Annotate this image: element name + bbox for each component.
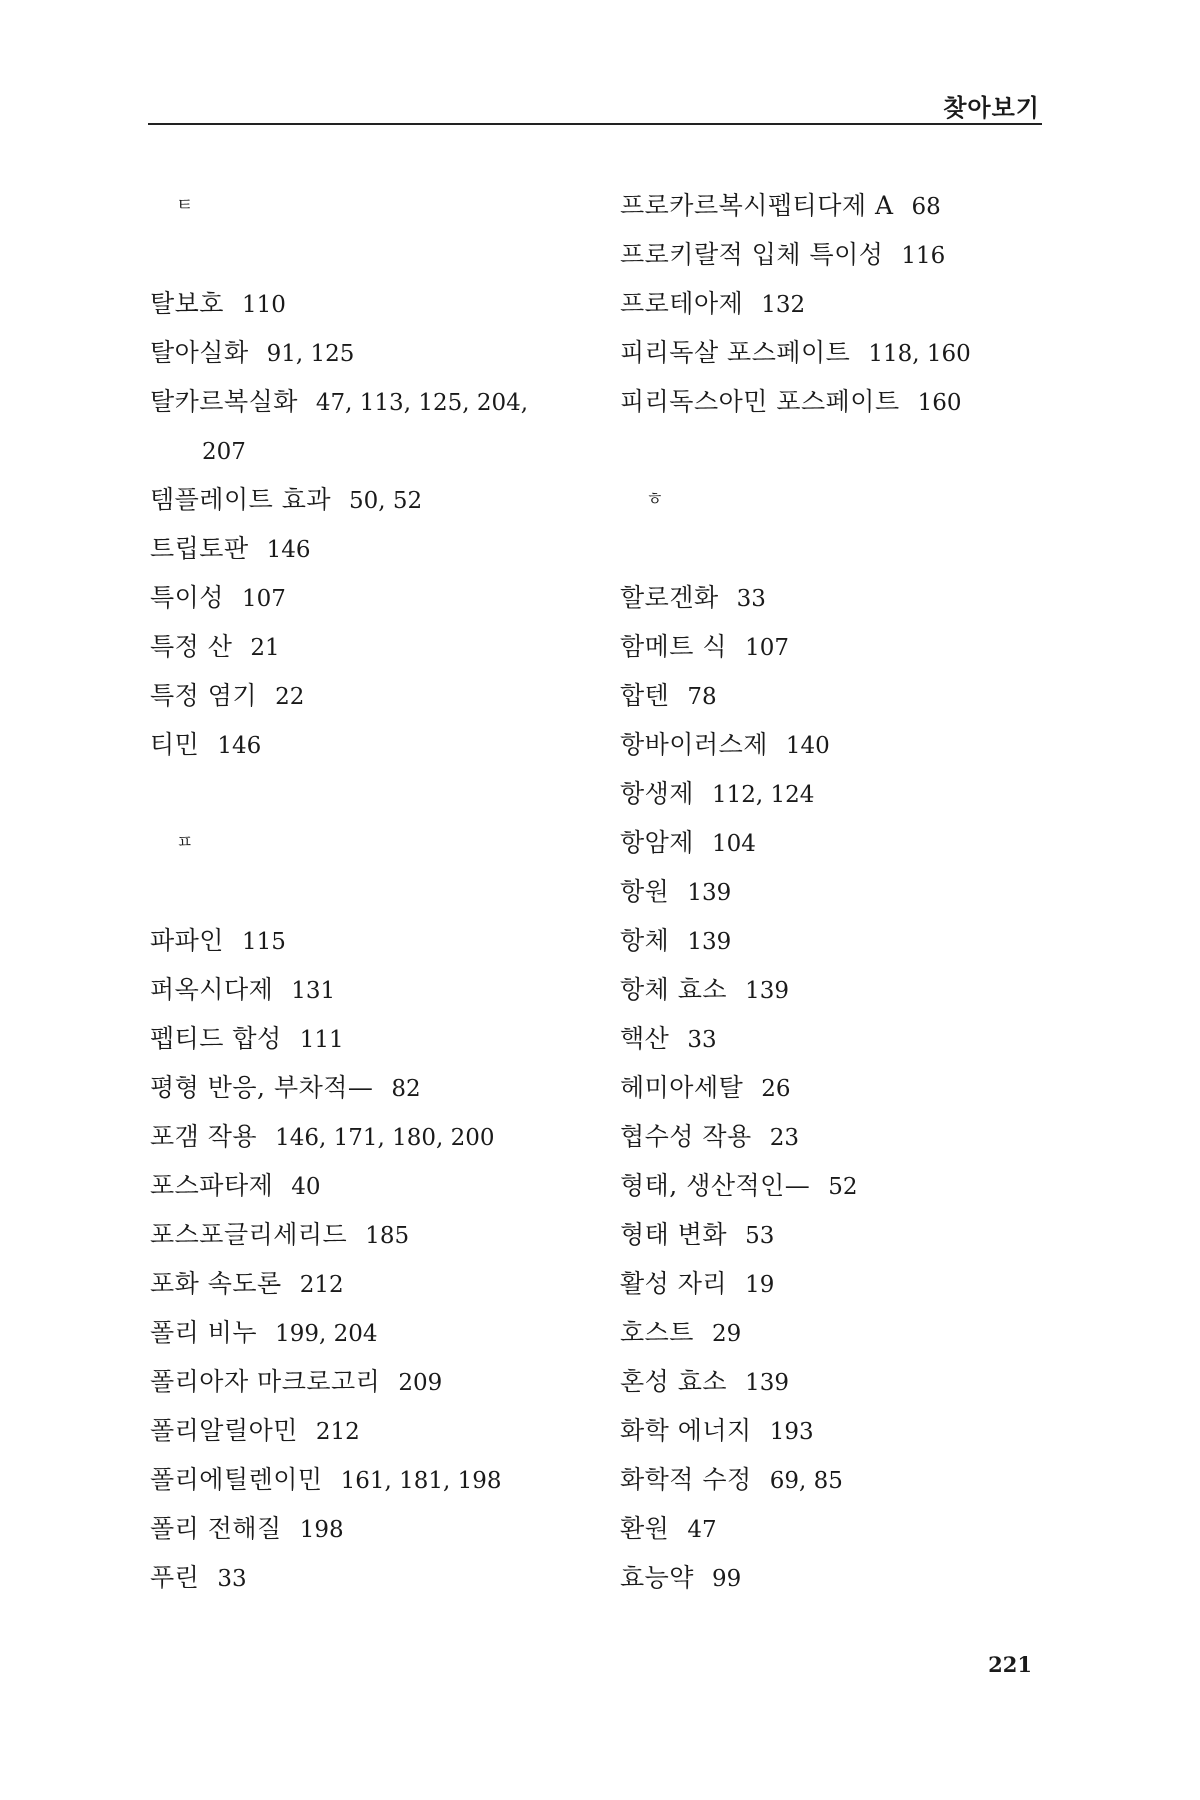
index-entry [150,622,570,671]
index-entry-pages: 107 [745,635,789,661]
index-entry [150,1161,570,1210]
index-entry-pages: 53 [745,1223,775,1249]
index-entry-pages: 23 [769,1125,799,1151]
index-entry [150,720,570,769]
index-entry [620,328,1040,377]
index-entry [150,1308,570,1357]
index-entry-term: 트립토판 [150,534,249,563]
index-entry-pages: 160 [917,390,962,416]
index-entry [620,622,1040,671]
index-entry [620,279,1040,328]
index-entry [620,1406,1040,1455]
index-entry-pages: 47, 113, 125, 204, [315,390,529,416]
index-entry-term: 포스파타제 [150,1171,274,1200]
index-entry [620,377,1040,426]
index-entry-pages: 78 [687,684,717,710]
index-entry-term: 항체 [620,926,670,955]
page-header-title: 찾아보기 [943,94,1040,122]
index-entry-pages: 131 [291,978,336,1004]
index-entry [620,1553,1040,1602]
index-entry-term: 프로테아제 [620,289,744,318]
index-entry-term: 폴리 전해질 [150,1514,282,1543]
index-entry-term: 항암제 [620,828,694,857]
index-entry-pages: 33 [736,586,766,612]
index-entry [150,279,570,328]
index-entry-term: 피리독살 포스페이트 [620,338,851,367]
index-entry-term: 특정 염기 [150,681,258,710]
header-rule [148,123,1042,125]
index-entry-pages: 116 [901,243,946,269]
index-entry-pages: 139 [745,978,789,1004]
index-entry-pages: 146, 171, 180, 200 [275,1125,495,1151]
index-entry-term: 항원 [620,877,670,906]
index-entry-term: 폴리 비누 [150,1318,258,1347]
index-entry-term: 퍼옥시다제 [150,975,274,1004]
index-entry [150,524,570,573]
index-entry-term: 화학적 수정 [620,1465,752,1494]
index-entry [150,965,570,1014]
index-entry-term: 평형 반응, 부차적— [150,1073,374,1102]
index-entry-term: 항생제 [620,779,694,808]
index-entry-pages: 140 [785,733,830,759]
index-entry [150,475,570,524]
index-entry-pages: 212 [315,1419,360,1445]
index-section-heading: ㅌ [176,195,194,216]
index-entry-term: 티민 [150,730,200,759]
index-entry-term: 호스트 [620,1318,694,1347]
index-column-right [620,181,1040,1602]
index-entry [150,1504,570,1553]
index-entry-pages: 47 [687,1517,717,1543]
index-entry [150,573,570,622]
index-entry-term: 폴리아자 마크로고리 [150,1367,381,1396]
index-entry-term: 파파인 [150,926,224,955]
index-entry-continuation [150,426,570,475]
index-entry [150,1406,570,1455]
index-entry-pages: 118, 160 [868,341,971,367]
index-entry-term: 합텐 [620,681,670,710]
index-entry [620,965,1040,1014]
index-entry-pages: 50, 52 [349,488,423,514]
index-entry-pages: 91, 125 [266,341,355,367]
index-entry-term: 함메트 식 [620,632,728,661]
index-entry-term: 할로겐화 [620,583,719,612]
index-entry [620,818,1040,867]
index-entry-pages: 69, 85 [769,1468,843,1494]
index-section-heading: ㅎ [646,489,664,510]
index-entry [150,328,570,377]
index-entry-pages: 33 [687,1027,717,1053]
index-entry-pages: 139 [687,929,732,955]
index-entry-pages: 193 [769,1419,814,1445]
index-entry-term: 피리독스아민 포스페이트 [620,387,900,416]
index-spacer [150,867,570,916]
index-entry-pages: 107 [241,586,286,612]
index-spacer [620,524,1040,573]
index-entry-term: 폴리알릴아민 [150,1416,298,1445]
index-entry-term: 핵산 [620,1024,670,1053]
index-entry-pages: 26 [761,1076,791,1102]
index-entry [620,1504,1040,1553]
index-entry-term: 탈카르복실화 [150,387,298,416]
index-entry [620,573,1040,622]
index-entry-pages: 212 [299,1272,344,1298]
index-spacer [620,426,1040,475]
index-entry-term: 탈아실화 [150,338,249,367]
index-entry [620,1455,1040,1504]
index-entry [150,377,570,426]
index-entry [150,1014,570,1063]
index-entry-term: 펩티드 합성 [150,1024,282,1053]
index-entry-pages: 22 [275,684,305,710]
index-entry-pages: 115 [241,929,286,955]
index-entry [620,867,1040,916]
index-entry [620,1308,1040,1357]
index-entry-term: 형태, 생산적인— [620,1171,811,1200]
index-entry [150,916,570,965]
index-entry-term: 화학 에너지 [620,1416,752,1445]
index-entry-pages: 207 [202,439,246,465]
index-entry-term: 프로키랄적 입체 특이성 [620,240,884,269]
index-entry-pages: 185 [365,1223,410,1249]
index-entry [620,230,1040,279]
index-entry [150,1210,570,1259]
index-entry-term: 폴리에틸렌이민 [150,1465,323,1494]
index-entry [620,1161,1040,1210]
index-entry [620,181,1040,230]
index-entry-term: 특정 산 [150,632,233,661]
index-entry [620,916,1040,965]
index-entry [620,1063,1040,1112]
index-entry [620,671,1040,720]
index-entry-pages: 139 [687,880,732,906]
page-number: 221 [988,1652,1032,1677]
index-entry-term: 포갬 작용 [150,1122,258,1151]
index-entry-term: 활성 자리 [620,1269,728,1298]
index-spacer [150,230,570,279]
index-entry-pages: 33 [217,1566,247,1592]
index-entry [150,1357,570,1406]
index-entry-pages: 19 [745,1272,775,1298]
index-entry-term: 혼성 효소 [620,1367,728,1396]
index-entry-pages: 199, 204 [275,1321,378,1347]
index-entry [150,1455,570,1504]
index-entry [150,1553,570,1602]
index-entry-pages: 29 [711,1321,742,1347]
index-entry-term: 항바이러스제 [620,730,768,759]
index-entry-pages: 146 [266,537,311,563]
index-entry-term: 효능약 [620,1563,694,1592]
index-entry-term: 협수성 작용 [620,1122,752,1151]
index-entry-term: 환원 [620,1514,670,1543]
index-entry [620,1357,1040,1406]
index-entry-pages: 68 [911,194,941,220]
index-entry-term: 탈보호 [150,289,224,318]
index-entry-pages: 111 [299,1027,344,1053]
index-section-heading: ㅍ [176,832,194,853]
index-entry [620,1259,1040,1308]
index-entry-pages: 139 [745,1370,789,1396]
index-entry [620,1210,1040,1259]
index-entry-pages: 209 [398,1370,443,1396]
index-entry-pages: 146 [217,733,262,759]
index-entry-term: 특이성 [150,583,224,612]
index-entry-pages: 112, 124 [711,782,815,808]
index-entry-term: 프로카르복시펩티다제 A [620,191,894,220]
index-entry-term: 푸린 [150,1563,200,1592]
index-entry [620,1014,1040,1063]
index-entry-pages: 198 [299,1517,344,1543]
index-entry [620,720,1040,769]
index-entry-pages: 21 [250,635,280,661]
index-entry-term: 항체 효소 [620,975,728,1004]
index-entry-term: 포스포글리세리드 [150,1220,348,1249]
index-entry-pages: 99 [711,1566,742,1592]
index-entry-term: 형태 변화 [620,1220,728,1249]
index-entry [620,1112,1040,1161]
index-entry [150,1063,570,1112]
index-entry-term: 템플레이트 효과 [150,485,331,514]
index-entry-term: 포화 속도론 [150,1269,282,1298]
index-entry [150,1259,570,1308]
index-entry-pages: 52 [828,1174,858,1200]
index-spacer [150,769,570,818]
index-entry-pages: 82 [391,1076,421,1102]
index-entry-pages: 132 [761,292,806,318]
index-entry-pages: 110 [241,292,286,318]
index-entry-pages: 40 [291,1174,321,1200]
index-column-left [150,181,570,1602]
index-entry-pages: 161, 181, 198 [340,1468,502,1494]
index-entry-term: 헤미아세탈 [620,1073,744,1102]
index-entry [150,1112,570,1161]
index-entry [620,769,1040,818]
index-entry [150,671,570,720]
index-entry-pages: 104 [711,831,756,857]
